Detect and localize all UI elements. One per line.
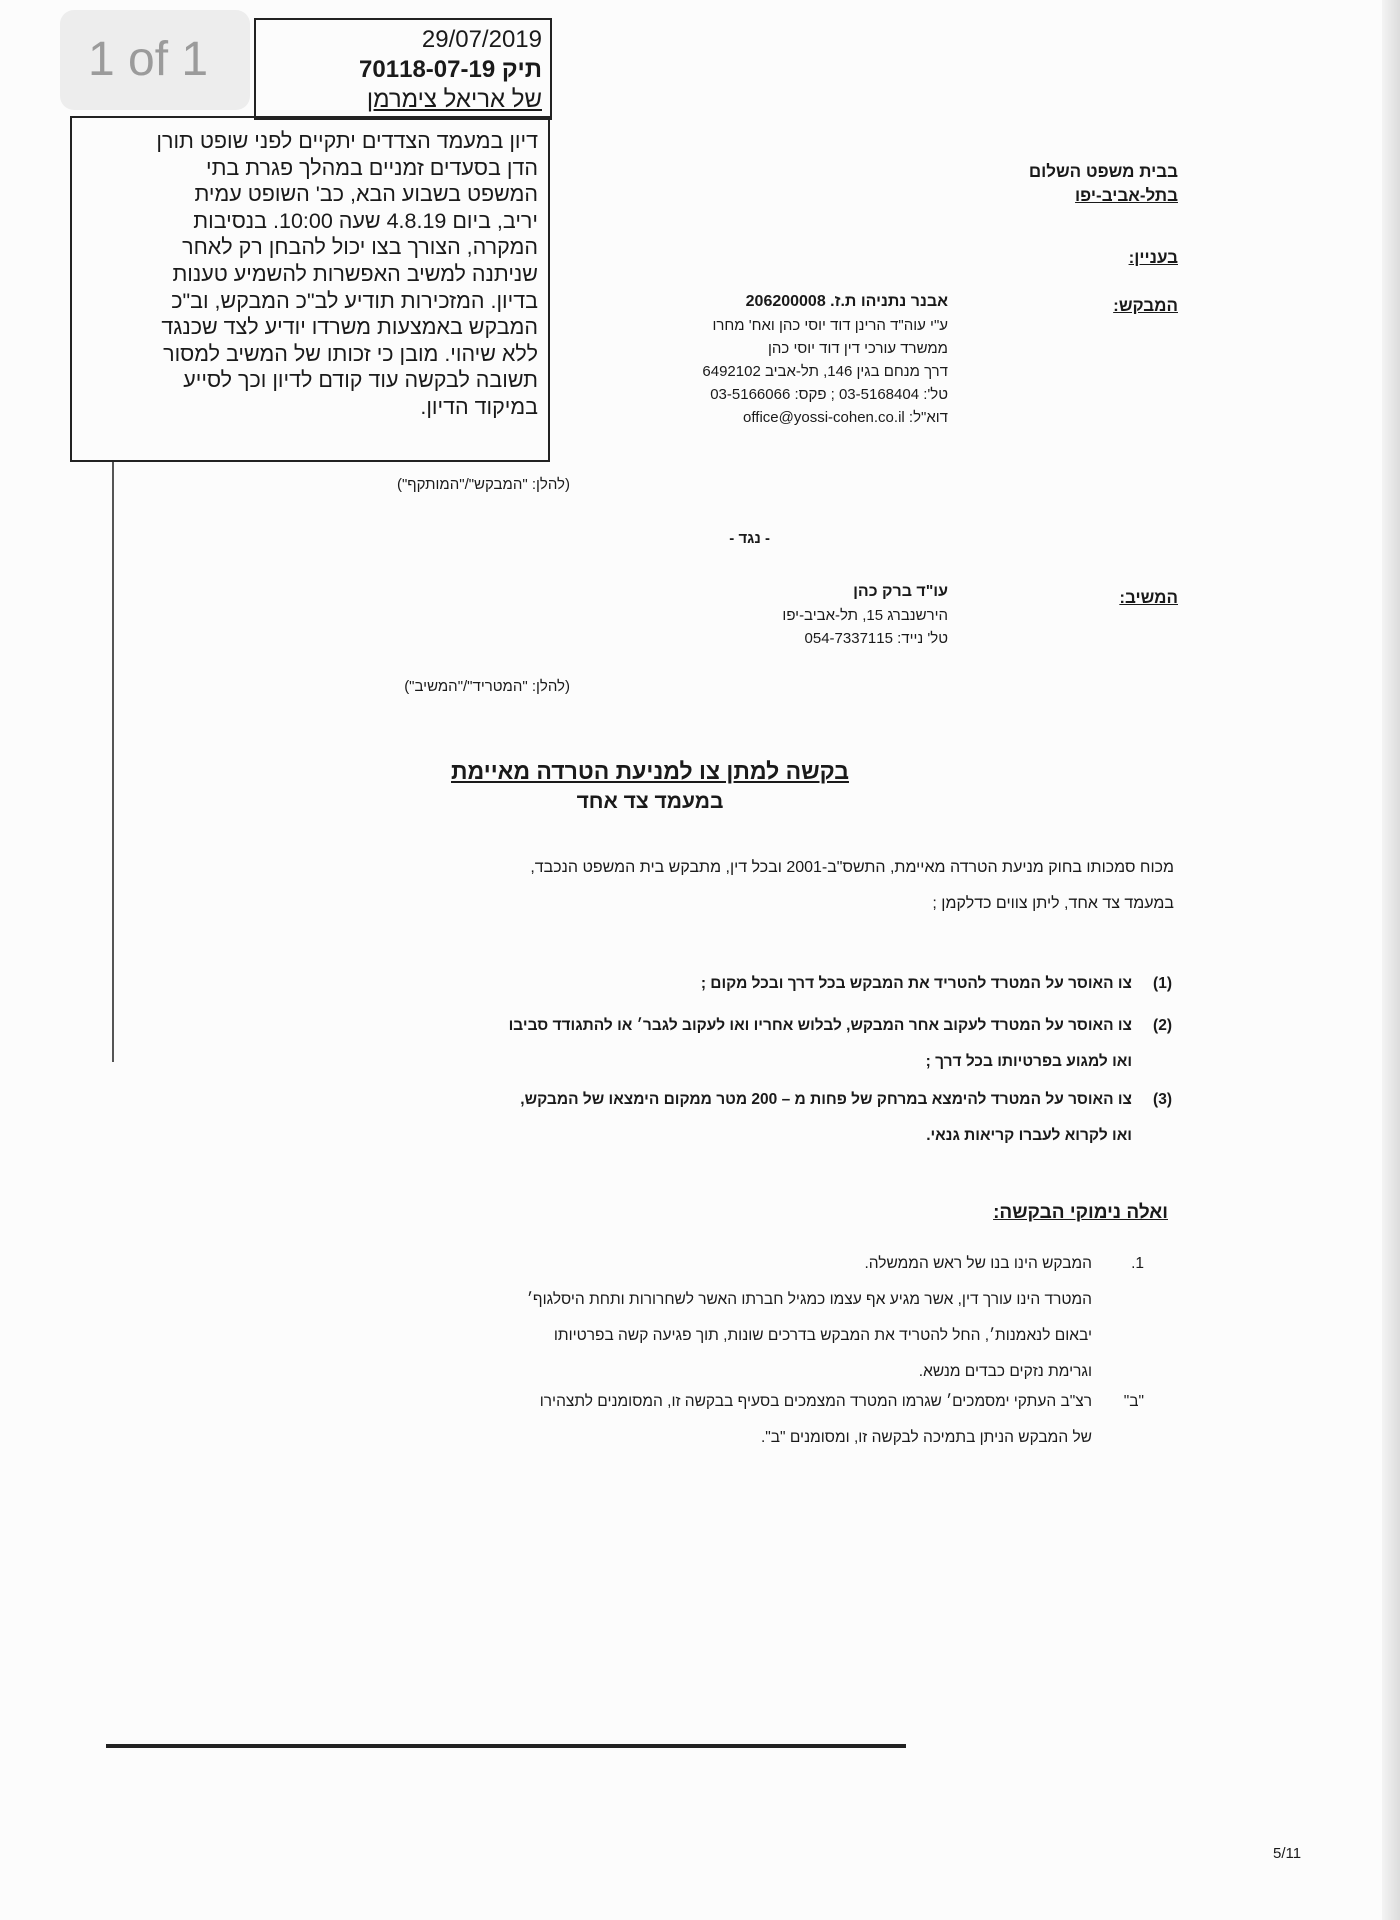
page-edge — [1382, 0, 1400, 1920]
ground-number: 1. — [1131, 1255, 1144, 1272]
order-number: (1) — [1153, 975, 1172, 992]
court-stamp — [254, 18, 552, 120]
order-line: ואו לקרוא לעברו קריאות גנאי. — [926, 1127, 1132, 1144]
decision-line: המקרה, הצורך בצו יכול להבחן רק לאחר — [182, 235, 538, 260]
decision-line: המבקש באמצעות משרדו יודיע לצד שכנגד — [161, 315, 538, 340]
decision-line: יריב, ביום 4.8.19 שעה 10:00. בנסיבות — [193, 208, 538, 233]
intro-line: מכוח סמכותו בחוק מניעת הטרדה מאיימת, התשס"ב-2001 ובכל דין, מתבקש בית המשפט הנכבד, — [530, 859, 1174, 876]
judge-decision-box — [70, 116, 550, 462]
stamp-case-number: תיק 70118-07-19 — [359, 56, 542, 83]
decision-line: תשובה לבקשה עוד קודם לדיון וכך לסייע — [183, 368, 538, 393]
order-line: צו האוסר על המטרד להטריד את המבקש בכל דרך ובכל מקום ; — [700, 975, 1132, 992]
stamp-judge: של אריאל צימרמן — [366, 86, 542, 113]
respondent-detail-line: טל' נייד: 054-7337115 — [804, 630, 948, 647]
decision-line: במיקוד הדיון. — [420, 394, 538, 419]
document-subtitle: במעמד צד אחד — [576, 790, 724, 813]
ground-item — [539, 1384, 1144, 1456]
order-item — [520, 1082, 1172, 1154]
ground-item — [526, 1246, 1144, 1390]
decision-line: המשפט בשבוע הבא, כב' השופט עמית — [194, 182, 538, 207]
applicant-detail-line: דוא"ל: office@yossi-cohen.co.il — [743, 409, 948, 426]
applicant-alias: (להלן: "המבקש"/"המותקף") — [396, 476, 570, 493]
order-line: ואו למגוע בפרטיותו בכל דרך ; — [925, 1053, 1132, 1070]
decision-line: דיון במעמד הצדדים יתקיים לפני שופט תורן — [156, 129, 538, 153]
stamp-date: 29/07/2019 — [421, 26, 542, 53]
applicant-detail-line: ממשרד עורכי דין דוד יוסי כהן — [768, 340, 948, 357]
decision-line: בדיון. המזכירות תודיע לב"כ המבקש, וב"כ — [171, 288, 538, 313]
respondent-label: המשיב: — [1119, 588, 1178, 607]
page-number: 5/11 — [1273, 1845, 1302, 1862]
order-number: (2) — [1153, 1017, 1172, 1034]
ground-line: המבקש הינו בנו של ראש הממשלה. — [864, 1255, 1092, 1272]
applicant-detail-line: טל': 03-5168404 ; פקס: 03-5166066 — [710, 386, 948, 403]
ground-number: "ב" — [1123, 1393, 1144, 1410]
order-item — [508, 1008, 1172, 1080]
ground-line: וגרימת נזקים כבדים מנשא. — [918, 1363, 1092, 1380]
respondent-name: עו"ד ברק כהן — [853, 583, 948, 600]
intro-line: במעמד צד אחד, ליתן צווים כדלקמן ; — [932, 895, 1174, 912]
versus-label: - נגד - — [729, 530, 770, 547]
page-indicator — [60, 10, 250, 110]
order-number: (3) — [1153, 1091, 1172, 1108]
applicant-block — [702, 290, 948, 429]
applicant-detail-line: ע"י עוה"ד הרינן דוד יוסי כהן ואח' מחרו — [712, 317, 948, 334]
respondent-block — [782, 580, 948, 650]
ground-line: של המבקש הניתן בתמיכה לבקשה זו, ומסומנים "ב". — [760, 1429, 1092, 1446]
order-line: צו האוסר על המטרד לעקוב אחר המבקש, לבלוש אחריו ואו לעקוב לגבר׳ או להתגודד סביבו — [508, 1017, 1132, 1034]
document-title: בקשה למתן צו למניעת הטרדה מאיימת — [451, 758, 849, 784]
matter-label: בעניין: — [1128, 248, 1178, 267]
applicant-label: המבקש: — [1113, 296, 1178, 315]
applicant-name: אבנר נתניהו ת.ז. 206200008 — [745, 293, 948, 310]
respondent-detail-line: הירשנברג 15, תל-אביב-יפו — [782, 607, 948, 624]
order-line: צו האוסר על המטרד להימצא במרחק של פחות מ – 200 מטר ממקום הימצאו של המבקש, — [520, 1091, 1132, 1108]
court-city: בתל-אביב-יפו — [1075, 186, 1178, 205]
court-name: בבית משפט השלום — [1028, 162, 1178, 181]
grounds-heading: ואלה נימוקי הבקשה: — [993, 1202, 1168, 1223]
applicant-detail-line: דרך מנחם בגין 146, תל-אביב 6492102 — [702, 363, 948, 380]
ground-line: המטרד הינו עורך דין, אשר מגיע אף עצמו כמגיל חברתו האשר לשחרורות ותחת היסלגוף׳ — [526, 1291, 1092, 1308]
decision-line: הדן בסעדים זמניים במהלך פגרת בתי — [205, 155, 538, 180]
respondent-alias: (להלן: "המטריד"/"המשיב") — [404, 678, 570, 695]
bottom-rule — [106, 1744, 906, 1748]
decision-line: ללא שיהוי. מובן כי זכותו של המשיב למסור — [163, 341, 538, 366]
order-item — [700, 966, 1172, 1002]
page-indicator-text: 1 of 1 — [88, 33, 209, 86]
ground-line: יבאום לנאמנות׳, החל להטריד את המבקש בדרכים שונות, תוך פגיעה קשה בפרטיותו — [553, 1327, 1092, 1344]
intro-paragraph — [530, 850, 1174, 922]
decision-line: שניתנה למשיב האפשרות להשמיע טענות — [172, 261, 538, 286]
ground-line: רצ"ב העתקי ימסמכים׳ שגרמו המטרד המצמכים בסעיף בבקשה זו, המסומנים לתצהירו — [539, 1393, 1092, 1410]
